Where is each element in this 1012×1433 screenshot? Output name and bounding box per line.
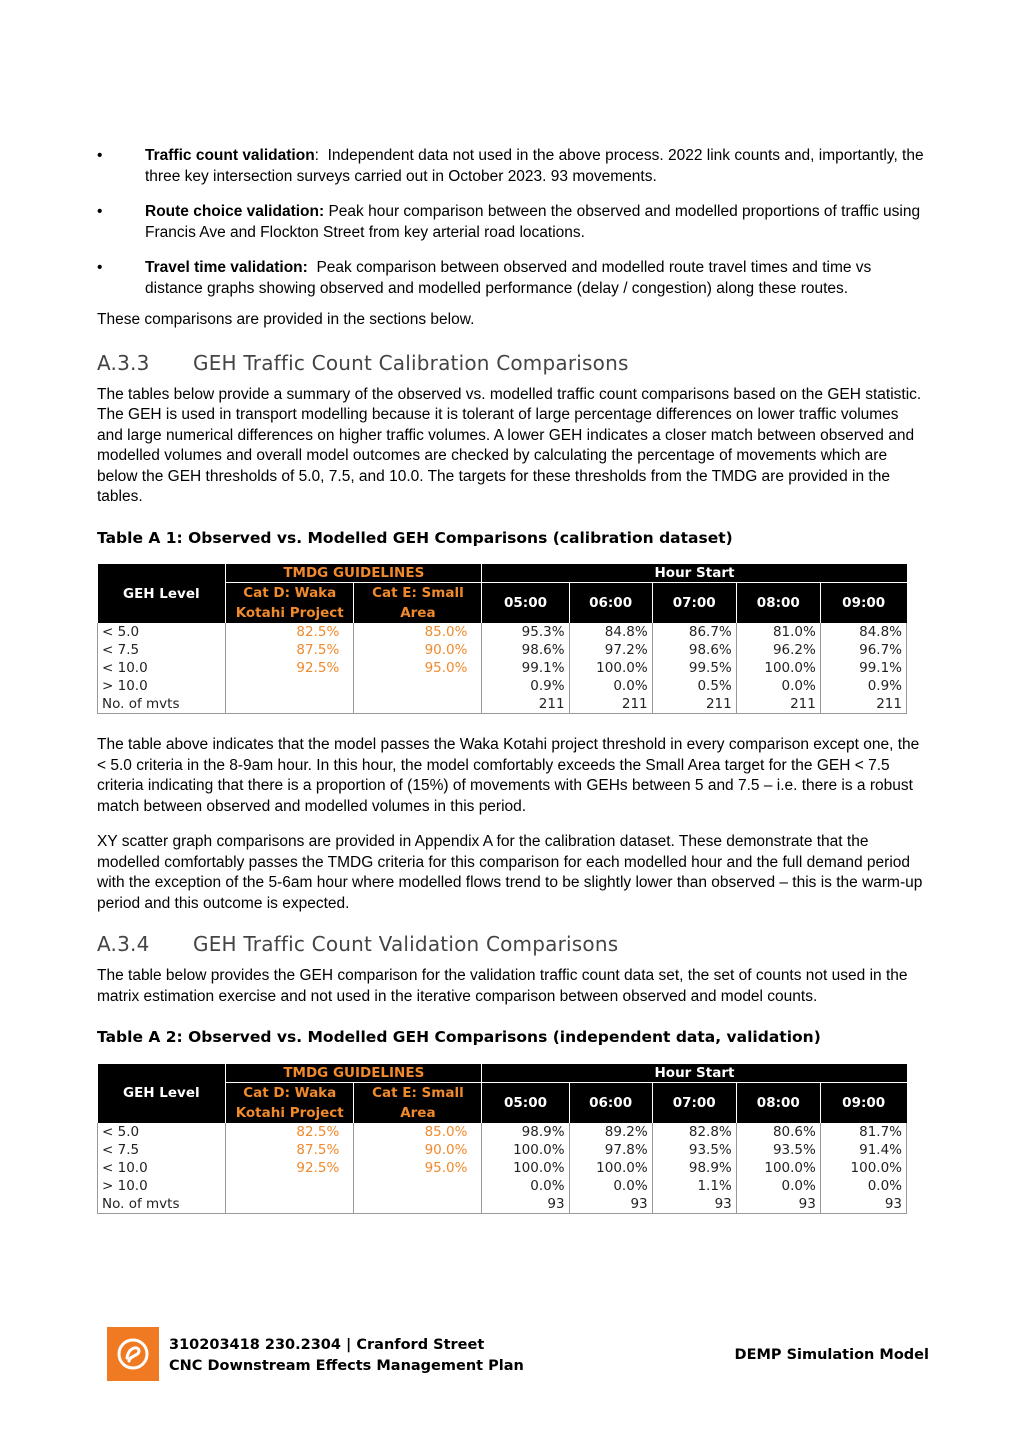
page-content bbox=[97, 146, 927, 1214]
time-header: 05:00 bbox=[482, 583, 569, 624]
time-header: 08:00 bbox=[736, 583, 820, 624]
page-footer bbox=[107, 1327, 929, 1381]
bullet-item: • Traffic count validation: Independent data not used in the above process. 2022 link counts and, importantly, the three key intersection surveys carried out in October 2023. 93 movements. bbox=[97, 147, 924, 185]
table-row: > 10.0 0.9% 0.0% 0.5% 0.0% 0.9% bbox=[98, 677, 907, 695]
time-header: 07:00 bbox=[652, 1082, 736, 1123]
table2-caption: Table A 2: Observed vs. Modelled GEH Comparisons (independent data, validation) bbox=[97, 1028, 821, 1046]
footer-project-info bbox=[169, 1335, 524, 1377]
table1-caption: Table A 1: Observed vs. Modelled GEH Comparisons (calibration dataset) bbox=[97, 528, 733, 547]
time-header: 07:00 bbox=[652, 583, 736, 624]
footer-project-number: 310203418 230.2304 | Cranford Street bbox=[169, 1337, 485, 1353]
section-heading-a33: A.3.3 GEH Traffic Count Calibration Comparisons bbox=[97, 350, 629, 375]
tmdg-guidelines-header: TMDG GUIDELINES bbox=[226, 1064, 482, 1083]
table-row: > 10.0 0.0% 0.0% 1.1% 0.0% 0.0% bbox=[98, 1177, 907, 1195]
time-header: 06:00 bbox=[569, 1082, 652, 1123]
hour-start-header: Hour Start bbox=[482, 1064, 907, 1083]
tmdg-guidelines-header: TMDG GUIDELINES bbox=[226, 564, 482, 583]
bullet-title: Travel time validation: bbox=[145, 259, 308, 276]
bullet-title: Route choice validation: bbox=[145, 203, 325, 220]
cat-e-header: Cat E: Small Area bbox=[354, 1082, 482, 1123]
bullet-text: Peak comparison between observed and modelled route travel times and time vs distance graphs showing observed and modelled performance (delay / congestion) along these routes. bbox=[145, 259, 872, 297]
geh-level-header: GEH Level bbox=[98, 564, 226, 623]
table-row: < 7.5 87.5% 90.0% 100.0% 97.8% 93.5% 93.5% 91.4% bbox=[98, 1141, 907, 1159]
scatter-paragraph: XY scatter graph comparisons are provided in Appendix A for the calibration dataset. These demonstrate that the modelled comfortably passes the TMDG criteria for this comparison for each modelled hour and the full demand period with the exception of the 5-6am hour where modelled flows trend to be slightly lower than observed – this is the warm-up period and this outcome is expected. bbox=[97, 833, 923, 912]
footer-project-title: CNC Downstream Effects Management Plan bbox=[169, 1358, 524, 1374]
bullet-dot: • bbox=[97, 259, 103, 276]
section-heading-a34: A.3.4 GEH Traffic Count Validation Comparisons bbox=[97, 932, 619, 956]
intro-paragraph: These comparisons are provided in the sections below. bbox=[97, 311, 475, 328]
bullet-text: Peak hour comparison between the observed and modelled proportions of traffic using Francis Ave and Flockton Street from key arterial road locations. bbox=[145, 203, 921, 241]
cat-d-header: Cat D: Waka Kotahi Project bbox=[226, 1082, 354, 1123]
table2 bbox=[97, 1064, 907, 1214]
table-row: < 5.0 82.5% 85.0% 98.9% 89.2% 82.8% 80.6% 81.7% bbox=[98, 1123, 907, 1141]
section-a34-paragraph: The table below provides the GEH comparison for the validation traffic count data set, the set of counts not used in the matrix estimation exercise and not used in the iterative comparison between observed and model counts. bbox=[97, 967, 908, 1005]
table1 bbox=[97, 564, 907, 714]
bullet-list bbox=[97, 146, 927, 299]
table-row: < 10.0 92.5% 95.0% 99.1% 100.0% 99.5% 100.0% 99.1% bbox=[98, 659, 907, 677]
table-row: No. of mvts 211 211 211 211 211 bbox=[98, 695, 907, 714]
section-a33-paragraph: The tables below provide a summary of the observed vs. modelled traffic count comparisons based on the GEH statistic. The GEH is used in transport modelling because it is tolerant of large percentage differences on lower traffic volumes and large numerical differences on higher traffic volumes. A lower GEH indicates a closer match between observed and modelled volumes and overall model outcomes are checked by calculating the percentage of movements which are below the GEH thresholds of 5.0, 7.5, and 10.0. The targets for these thresholds from the TMDG are provided in the tables. bbox=[97, 385, 922, 505]
bullet-title: Traffic count validation bbox=[145, 147, 315, 164]
time-header: 06:00 bbox=[569, 583, 652, 624]
bullet-dot: • bbox=[97, 203, 103, 220]
table-row: No. of mvts 93 93 93 93 93 bbox=[98, 1195, 907, 1214]
bullet-text: Independent data not used in the above process. 2022 link counts and, importantly, the three key intersection surveys carried out in October 2023. 93 movements. bbox=[145, 147, 924, 185]
geh-level-header: GEH Level bbox=[98, 1064, 226, 1123]
cat-e-header: Cat E: Small Area bbox=[354, 583, 482, 624]
bullet-dot: • bbox=[97, 147, 103, 164]
time-header: 05:00 bbox=[482, 1082, 569, 1123]
hour-start-header: Hour Start bbox=[482, 564, 907, 583]
table1-discussion: The table above indicates that the model passes the Waka Kotahi project threshold in every comparison except one, the < 5.0 criteria in the 8-9am hour. In this hour, the model comfortably exceeds the Small Area target for the GEH < 7.5 criteria indicating that there is a proportion of (15%) of movements with GEHs between 5 and 7.5 – i.e. there is a robust match between observed and modelled volumes in this period. bbox=[97, 736, 920, 815]
company-logo bbox=[107, 1327, 159, 1381]
bullet-item bbox=[97, 258, 927, 299]
time-header: 09:00 bbox=[820, 583, 906, 624]
footer-document-title: DEMP Simulation Model bbox=[734, 1347, 929, 1363]
logo-swirl-icon bbox=[115, 1336, 151, 1372]
bullet-item bbox=[97, 202, 927, 243]
time-header: 08:00 bbox=[736, 1082, 820, 1123]
table-row: < 7.5 87.5% 90.0% 98.6% 97.2% 98.6% 96.2% 96.7% bbox=[98, 641, 907, 659]
table-row: < 5.0 82.5% 85.0% 95.3% 84.8% 86.7% 81.0% 84.8% bbox=[98, 623, 907, 641]
cat-d-header: Cat D: Waka Kotahi Project bbox=[226, 583, 354, 624]
time-header: 09:00 bbox=[820, 1082, 906, 1123]
table-row: < 10.0 92.5% 95.0% 100.0% 100.0% 98.9% 100.0% 100.0% bbox=[98, 1159, 907, 1177]
